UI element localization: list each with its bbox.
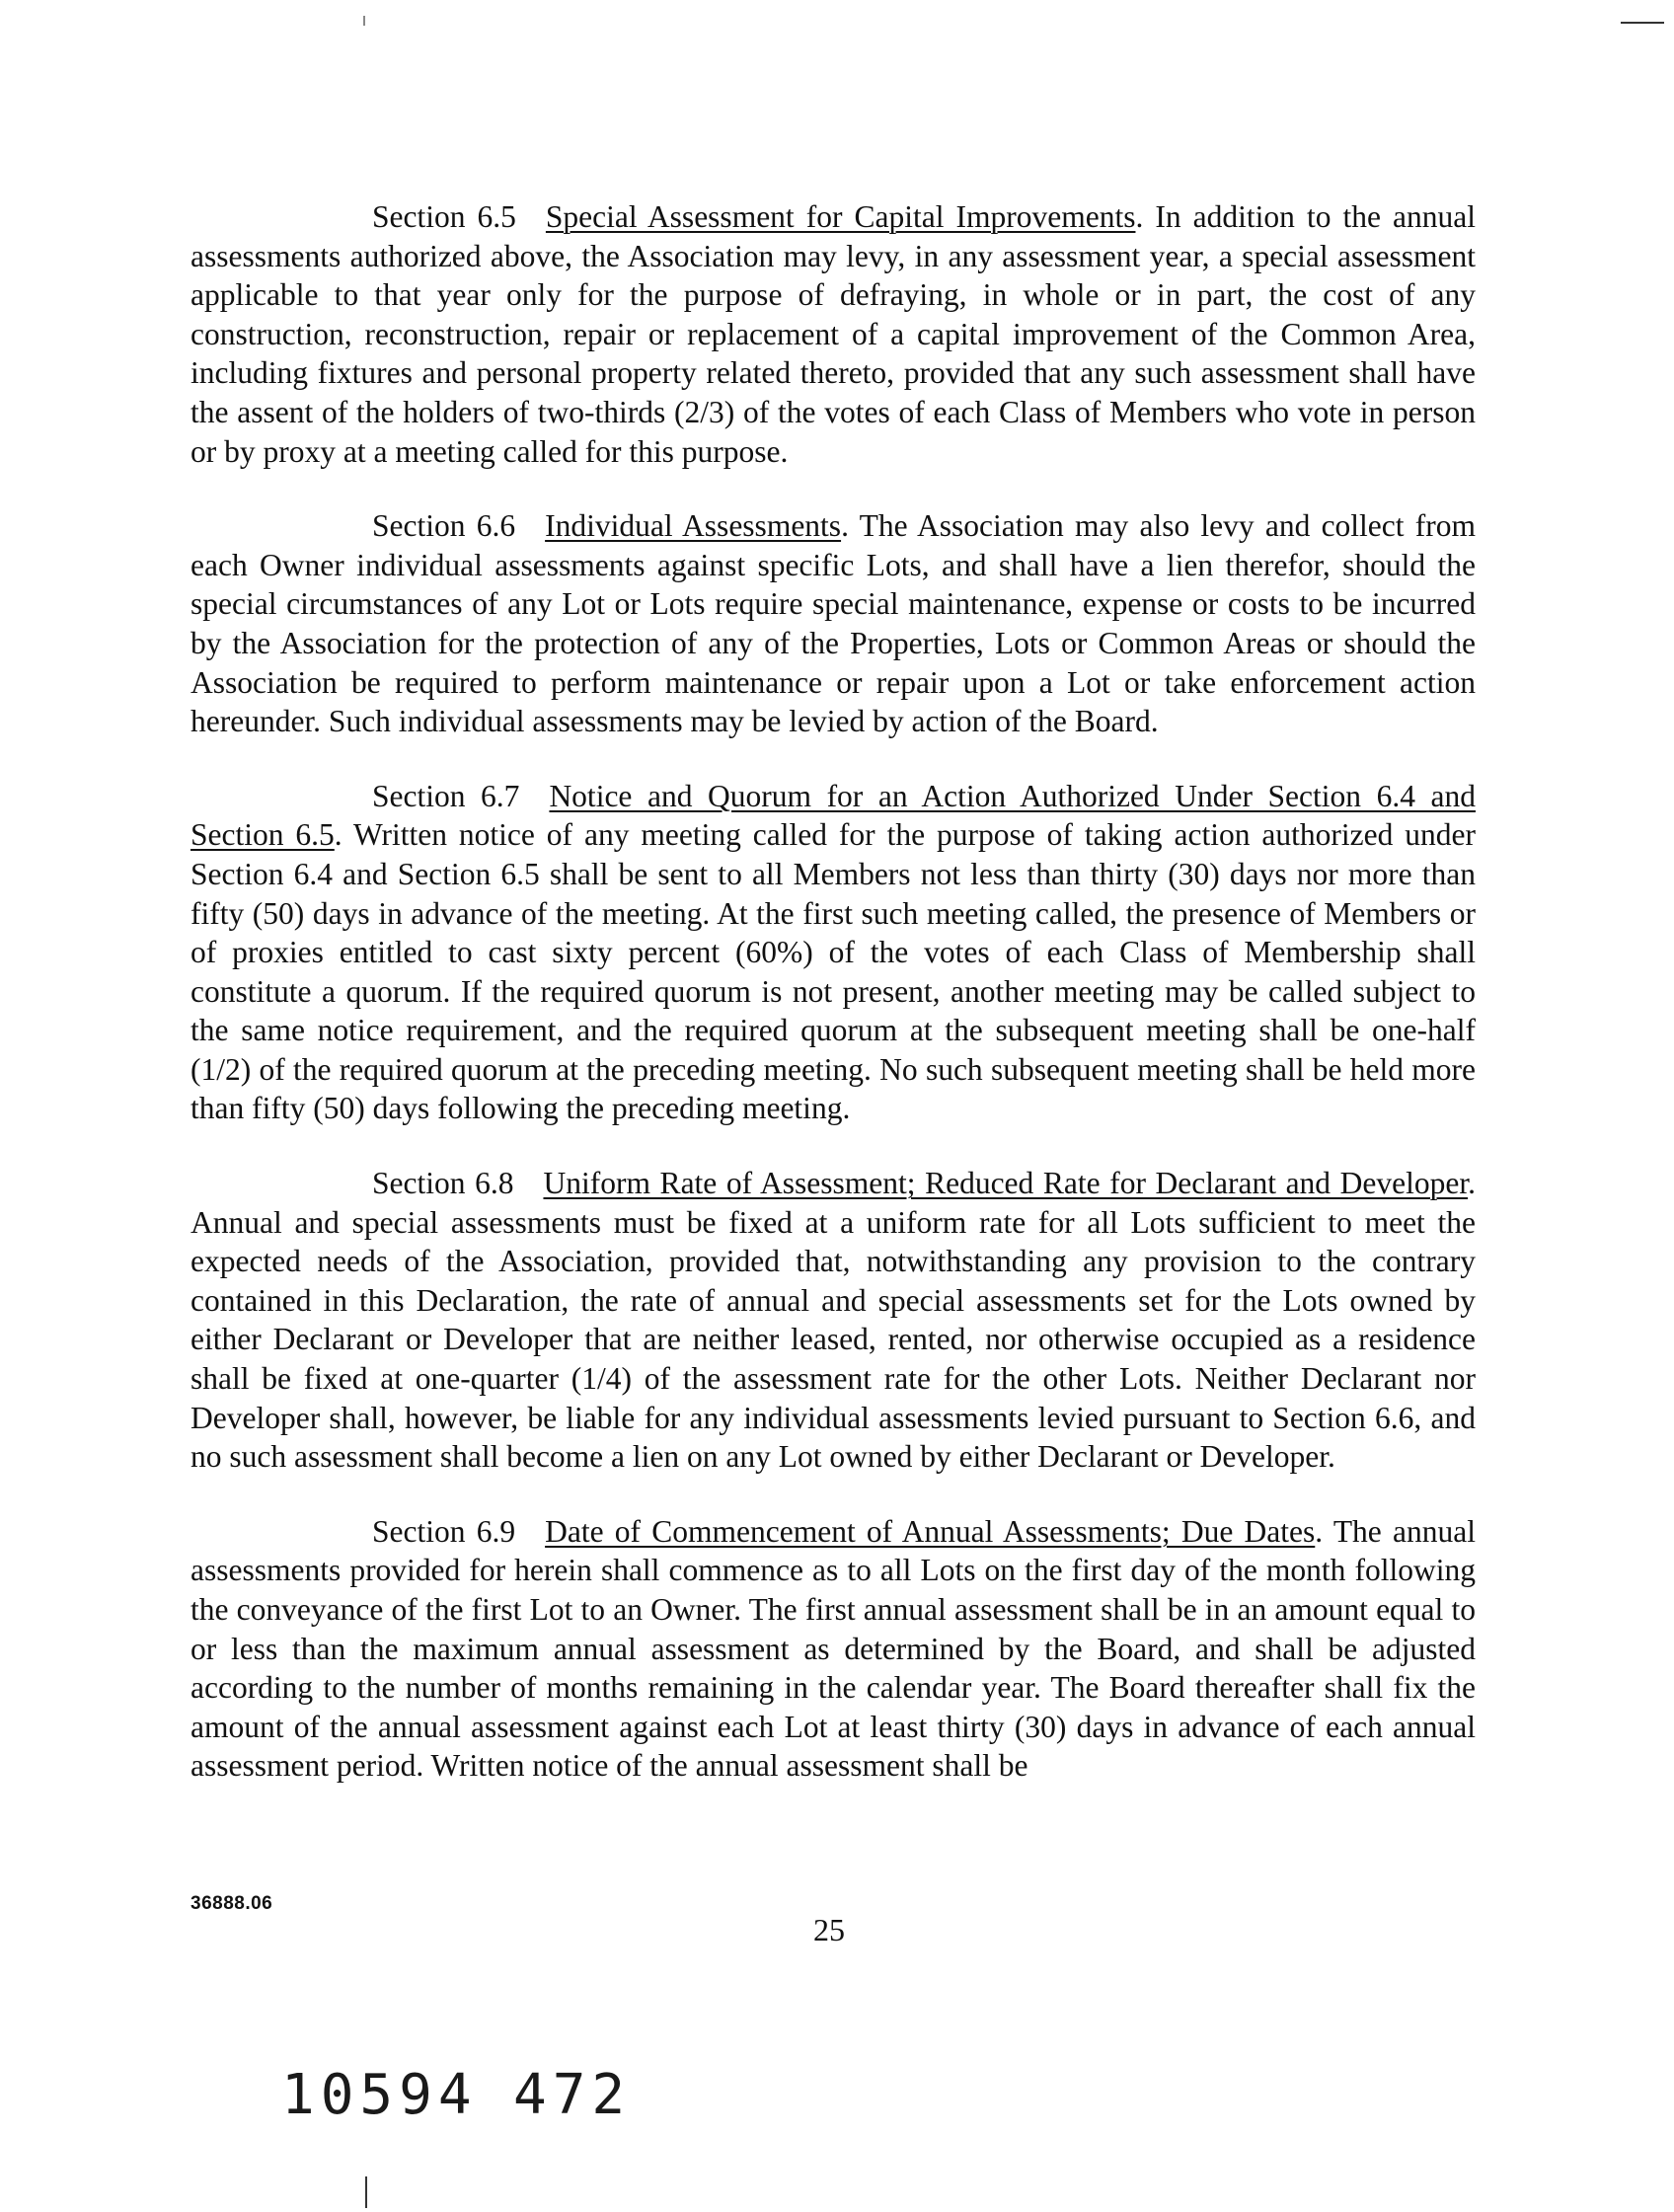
section-body: . In addition to the annual assessments authorized above, the Association may levy, in any assessment year, a special assessment applicable to that year only for the purpose of defraying, in whole or in part, the cost of any construction, reconstruction, repair or replacement of a capital improvement of the Common Area, including fixtures and personal property related thereto, provided that any such assessment shall have the assent of the holders of two-thirds (2/3) of the votes of each Class of Members who vote in person or by proxy at a meeting called for this purpose. — [190, 199, 1476, 469]
section-number: Section 6.8 — [372, 1166, 514, 1201]
section-number: Section 6.7 — [372, 778, 520, 813]
section-6-5 — [190, 197, 1476, 471]
section-6-7 — [190, 777, 1476, 1128]
section-paragraph — [190, 1512, 1476, 1786]
section-title: Date of Commencement of Annual Assessments; Due Dates — [545, 1513, 1316, 1549]
section-paragraph — [190, 777, 1476, 1128]
section-body: . The annual assessments provided for herein shall commence as to all Lots on the first day of the month following the conveyance of the first Lot to an Owner. The first annual assessment shall be in an amount equal to or less than the maximum annual assessment as determined by the Board, and shall be adjusted according to the number of months remaining in the calendar year. The Board thereafter shall fix the amount of the annual assessment against each Lot at least thirty (30) days in advance of each annual assessment period. Written notice of the annual assessment shall be — [190, 1513, 1476, 1784]
section-6-9 — [190, 1512, 1476, 1786]
recording-book-number: 10594 — [281, 2063, 478, 2127]
document-body — [190, 197, 1476, 1821]
section-number: Section 6.5 — [372, 199, 516, 234]
section-body: . Annual and special assessments must be fixed at a uniform rate for all Lots sufficient to meet the expected needs of the Association, provided that, notwithstanding any provision to the contrary contained in this Declaration, the rate of annual and special assessments set for the Lots owned by either Declarant or Developer that are neither leased, rented, nor otherwise occupied as a residence shall be fixed at one-quarter (1/4) of the assessment rate for the other Lots. Neither Declarant nor Developer shall, however, be liable for any individual assessments levied pursuant to Section 6.6, and no such assessment shall become a lien on any Lot owned by either Declarant or Developer. — [190, 1166, 1476, 1475]
section-title: Individual Assessments — [545, 508, 842, 544]
section-6-6 — [190, 506, 1476, 741]
section-title: Notice and Quorum for an Action Authorized Under Section 6.4 and Section 6.5 — [190, 778, 1476, 853]
section-title: Uniform Rate of Assessment; Reduced Rate for Declarant and Developer — [543, 1166, 1469, 1201]
recording-page-number: 472 — [513, 2063, 632, 2127]
section-number: Section 6.6 — [372, 508, 516, 544]
section-title: Special Assessment for Capital Improvements — [545, 199, 1136, 234]
scan-mark — [363, 16, 365, 26]
document-id: 36888.06 — [190, 1893, 273, 1914]
section-body: . Written notice of any meeting called for the purpose of taking action authorized under Section 6.4 and Section 6.5 shall be sent to all Members not less than thirty (30) days nor more than fifty (50) days in advance of the meeting. At the first such meeting called, the presence of Members or of proxies entitled to cast sixty percent (60%) of the votes of each Class of Membership shall constitute a quorum. If the required quorum is not present, another meeting may be called subject to the same notice requirement, and the required quorum at the subsequent meeting shall be one-half (1/2) of the required quorum at the preceding meeting. No such subsequent meeting shall be held more than fifty (50) days following the preceding meeting. — [190, 817, 1476, 1126]
section-paragraph — [190, 506, 1476, 741]
section-6-8 — [190, 1164, 1476, 1477]
scan-mark — [365, 2176, 367, 2208]
page-number: 25 — [813, 1912, 845, 1947]
section-number: Section 6.9 — [372, 1513, 516, 1549]
section-paragraph — [190, 1164, 1476, 1477]
section-paragraph — [190, 197, 1476, 471]
scan-mark — [1621, 22, 1664, 24]
section-body: . The Association may also levy and collect from each Owner individual assessments against specific Lots, and shall have a lien therefor, should the special circumstances of any Lot or Lots require special maintenance, expense or costs to be incurred by the Association for the protection of any of the Properties, Lots or Common Areas or should the Association be required to perform maintenance or repair upon a Lot or take enforcement action hereunder. Such individual assessments may be levied by action of the Board. — [190, 508, 1476, 739]
